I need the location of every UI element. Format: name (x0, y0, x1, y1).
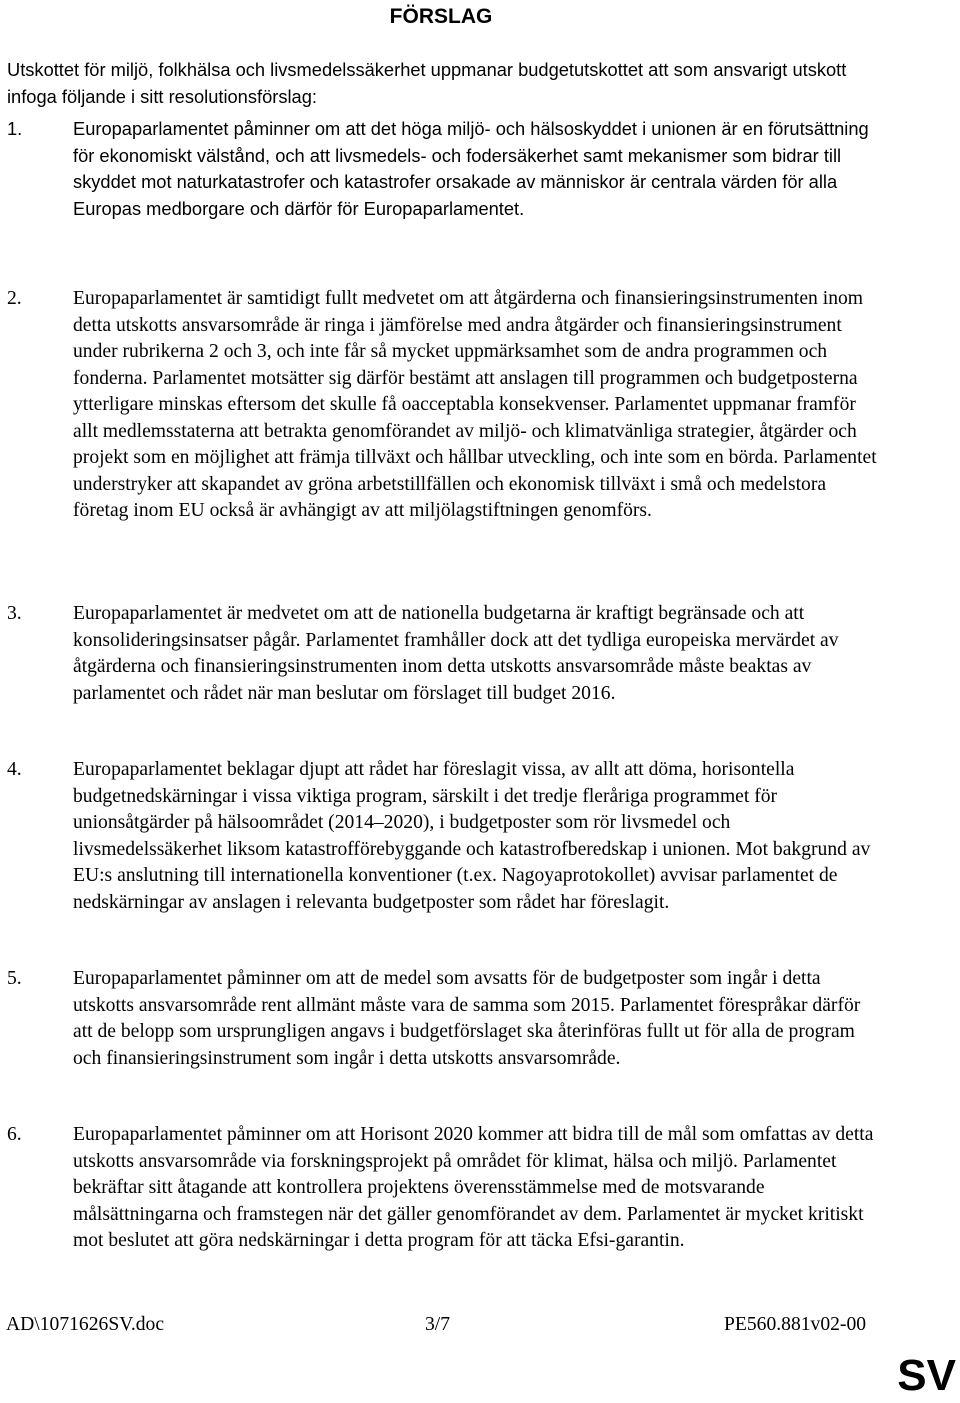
list-item (7, 286, 877, 525)
list-item (7, 1122, 877, 1255)
item-text: Europaparlamentet är samtidigt fullt medvetet om att åtgärderna och finansieringsinstrumenten inom detta utskotts ansvarsområde är ringa i jämförelse med andra åtgärder och finansieringsinstrument under rubrikerna 2 och 3, och inte får så mycket uppmärksamhet som de andra programmen och fonderna. Parlamentet motsätter sig därför bestämt att anslagen till programmen och budgetposterna ytterligare minskas eftersom det skulle få oacceptabla konsekvenser. Parlamentet uppmanar framför allt medlemsstaterna att betrakta genomförandet av miljö- och klimatvänliga strategier, åtgärder och projekt som en möjlighet att främja tillväxt och hållbar utveckling, och inte som en börda. Parlamentet understryker att skapandet av gröna arbetstillfällen och ekonomisk tillväxt i små och medelstora företag inom EU också är avhängigt av att miljölagstiftningen genomförs. (73, 288, 877, 521)
item-number: 5. (7, 968, 22, 989)
item-text: Europaparlamentet påminner om att de medel som avsatts för de budgetposter som ingår i detta utskotts ansvarsområde rent allmänt måste vara de samma som 2015. Parlamentet förespråkar därför att de belopp som ursprungligen angavs i budgetförslaget ska återinföras fullt ut för alla de program och finansieringsinstrument som ingår i detta utskotts ansvarsområde. (73, 968, 861, 1069)
list-item (7, 601, 877, 707)
item-text: Europaparlamentet beklagar djupt att rådet har föreslagit vissa, av allt att döma, horisontella budgetnedskärningar i vissa viktiga program, särskilt i det tredje fleråriga programmet för unionsåtgärder på hälsoområdet (2014–2020), i budgetposter som rör livsmedel och livsmedelssäkerhet liksom katastrofförebyggande och katastrofberedskap i unionen. Mot bakgrund av EU:s anslutning till internationella konventioner (t.ex. Nagoyaprotokollet) avvisar parlamentet de nedskärningar av anslagen i relevanta budgetposter som rådet har föreslagit. (73, 759, 871, 913)
list-item (7, 966, 877, 1072)
item-text: Europaparlamentet påminner om att det höga miljö- och hälsoskyddet i unionen är en förutsättning för ekonomiskt välstånd, och att livsmedels- och fodersäkerhet samt mekanismer som bidrar till skyddet mot naturkatastrofer och katastrofer orsakade av människor är centrala värden för alla Europas medborgare och därför för Europaparlamentet. (73, 118, 869, 219)
item-number: 3. (7, 603, 22, 624)
list-item (7, 116, 877, 222)
item-number: 6. (7, 1124, 22, 1145)
item-text: Europaparlamentet påminner om att Horisont 2020 kommer att bidra till de mål som omfattas av detta utskotts ansvarsområde via forskningsprojekt på området för klimat, hälsa och miljö. Parlamentet bekräftar sitt åtagande att kontrollera projektens överensstämmelse med de motsvarande målsättningarna och framstegen när det gäller genomförandet av dem. Parlamentet är mycket kritiskt mot beslutet att göra nedskärningar i detta program för att täcka Efsi-garantin. (73, 1124, 874, 1251)
item-number: 1. (7, 118, 23, 139)
page-footer (0, 1312, 960, 1340)
list-item (7, 757, 877, 916)
language-code: SV (897, 1351, 956, 1400)
footer-reference: PE560.881v02-00 (724, 1314, 867, 1335)
item-number: 4. (7, 759, 22, 780)
document-heading: FÖRSLAG (389, 5, 493, 28)
item-number: 2. (7, 288, 22, 309)
intro-paragraph: Utskottet för miljö, folkhälsa och livsmedelssäkerhet uppmanar budgetutskottet att som ansvarigt utskott infoga följande i sitt resolutionsförslag: (7, 59, 847, 107)
footer-page-number: 3/7 (425, 1314, 451, 1335)
footer-doc-name: AD\1071626SV.doc (6, 1314, 165, 1335)
item-text: Europaparlamentet är medvetet om att de nationella budgetarna är kraftigt begränsade och att konsolideringsinsatser pågår. Parlamentet framhåller dock att det tydliga europeiska mervärdet av åtgärderna och finansieringsinstrumenten inom detta utskotts ansvarsområde måste beaktas av parlamentet och rådet när man beslutar om förslaget till budget 2016. (73, 603, 839, 704)
